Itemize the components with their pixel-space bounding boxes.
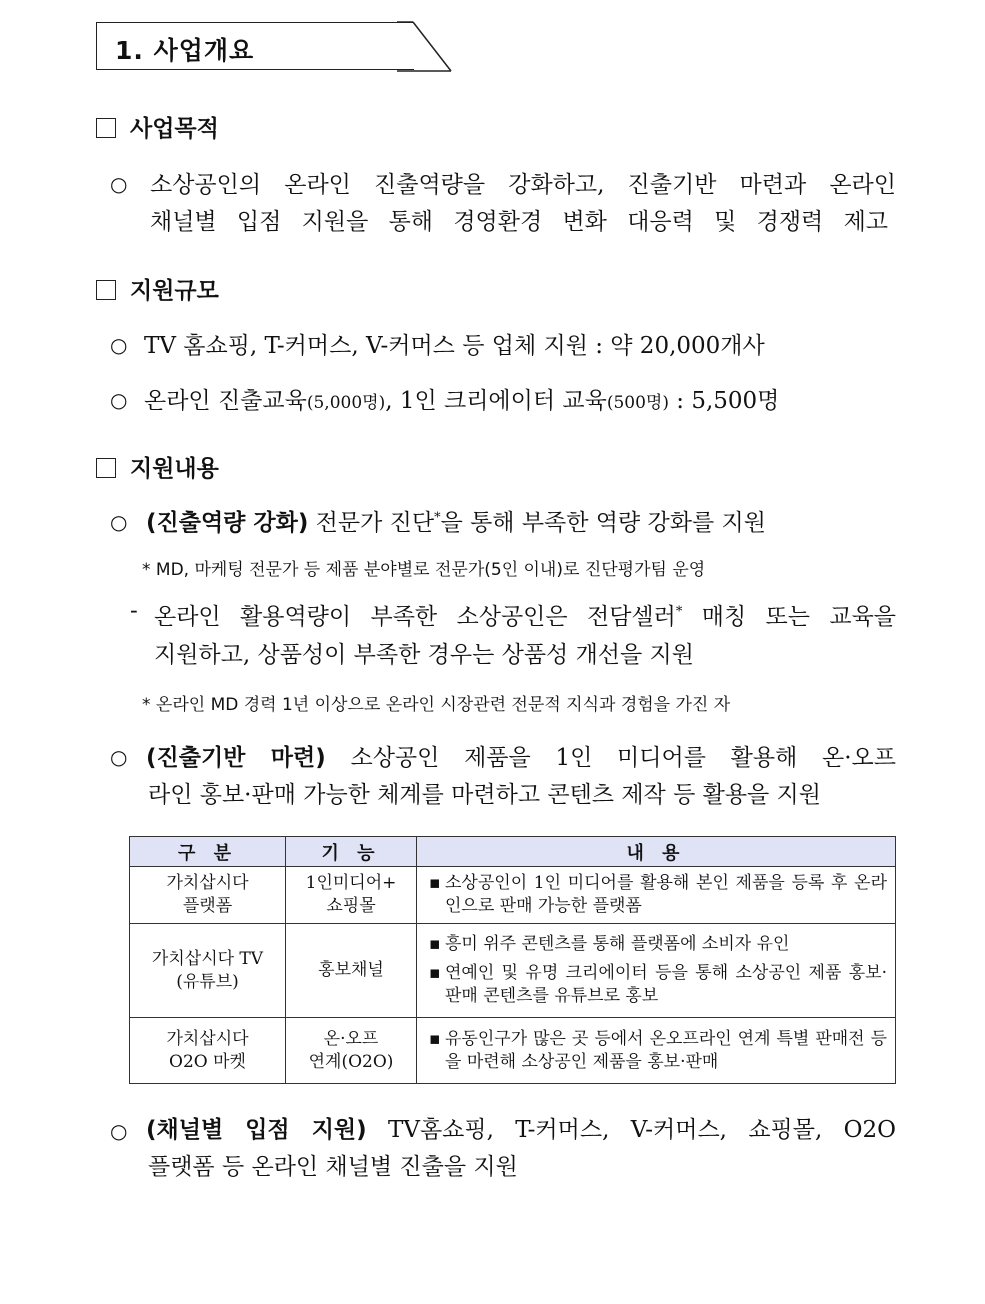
table-cell-function: 온·오프 연계(O2O) (286, 1018, 417, 1084)
checkbox-square-icon (96, 280, 116, 300)
square-bullet-icon: ▪ (429, 963, 441, 983)
checkbox-square-icon (96, 458, 116, 478)
support-table (129, 836, 896, 1084)
capability-note-2: * 온라인 MD 경력 1년 이상으로 온라인 시장관련 전문적 지식과 경험을 가진 자 (142, 695, 731, 715)
scale-item-1: TV 홈쇼핑, T-커머스, V-커머스 등 업체 지원 : 약 20,000개사 (144, 333, 765, 359)
table-cell-content: ▪ 유동인구가 많은 곳 등에서 온오프라인 연계 특별 판매전 등을 마련해 소상공인 제품을 홍보·판매 (417, 1018, 896, 1084)
table-header: 구 분 (130, 837, 286, 867)
capability-sub-line-2: 지원하고, 상품성이 부족한 경우는 상품성 개선을 지원 (154, 642, 694, 668)
channel-line-1: (채널별 입점 지원) TV홈쇼핑, T-커머스, V-커머스, 쇼핑몰, O2O (146, 1117, 896, 1143)
table-cell-function: 홍보채널 (286, 924, 417, 1018)
section-heading-content: 지원내용 (96, 450, 219, 483)
bullet-circle-icon: ○ (110, 388, 128, 412)
table-row (130, 924, 896, 1018)
bullet-circle-icon: ○ (110, 745, 128, 769)
dash-icon: - (130, 598, 138, 624)
table-header: 기 능 (286, 837, 417, 867)
capability-note: * MD, 마케팅 전문가 등 제품 분야별로 전문가(5인 이내)로 진단평가팀 운영 (142, 560, 706, 580)
base-line-2: 라인 홍보·판매 가능한 체계를 마련하고 콘텐츠 제작 등 활용을 지원 (148, 782, 821, 808)
square-bullet-icon: ▪ (429, 1028, 441, 1049)
table-row (130, 867, 896, 924)
bullet-circle-icon: ○ (110, 510, 128, 534)
title-box-diagonal (397, 21, 457, 73)
channel-line-2: 플랫폼 등 온라인 채널별 진출을 지원 (148, 1154, 518, 1180)
bullet-circle-icon: ○ (110, 333, 128, 357)
purpose-line-2: 채널별 입점 지원을 통해 경영환경 변화 대응력 및 경쟁력 제고 (150, 209, 888, 235)
table-cell-name: 가치삽시다 O2O 마켓 (130, 1018, 286, 1084)
table-cell-name: 가치삽시다 플랫폼 (130, 867, 286, 924)
capability-item: (진출역량 강화) 전문가 진단*을 통해 부족한 역량 강화를 지원 (146, 510, 766, 536)
bullet-circle-icon: ○ (110, 1119, 128, 1143)
section-heading-purpose: 사업목적 (96, 110, 219, 143)
checkbox-square-icon (96, 118, 116, 138)
section-heading-scale: 지원규모 (96, 272, 219, 305)
square-bullet-icon: ▪ (429, 873, 441, 893)
table-cell-content: ▪ 소상공인이 1인 미디어를 활용해 본인 제품을 등록 후 온라인으로 판매 가능한 플랫폼 (417, 867, 896, 924)
bullet-circle-icon: ○ (110, 172, 128, 196)
capability-sub-line-1: 온라인 활용역량이 부족한 소상공인은 전담셀러* 매칭 또는 교육을 (154, 604, 896, 630)
table-row (130, 1018, 896, 1084)
purpose-line-1: 소상공인의 온라인 진출역량을 강화하고, 진출기반 마련과 온라인 (150, 172, 896, 198)
table-header-row (130, 837, 896, 867)
scale-item-2: 온라인 진출교육(5,000명), 1인 크리에이터 교육(500명) : 5,500명 (144, 388, 780, 414)
title-box (96, 22, 414, 70)
square-bullet-icon: ▪ (429, 934, 441, 954)
table-cell-function: 1인미디어+ 쇼핑몰 (286, 867, 417, 924)
table-cell-content: ▪ 흥미 위주 콘텐츠를 통해 플랫폼에 소비자 유인 ▪ 연예인 및 유명 크리에이터 등을 통해 소상공인 제품 홍보·판매 콘텐츠를 유튜브로 홍보 (417, 924, 896, 1018)
table-header: 내 용 (417, 837, 896, 867)
page-title: 1. 사업개요 (115, 36, 255, 65)
base-line-1: (진출기반 마련) 소상공인 제품을 1인 미디어를 활용해 온·오프 (146, 745, 896, 771)
table-cell-name: 가치삽시다 TV (유튜브) (130, 924, 286, 1018)
